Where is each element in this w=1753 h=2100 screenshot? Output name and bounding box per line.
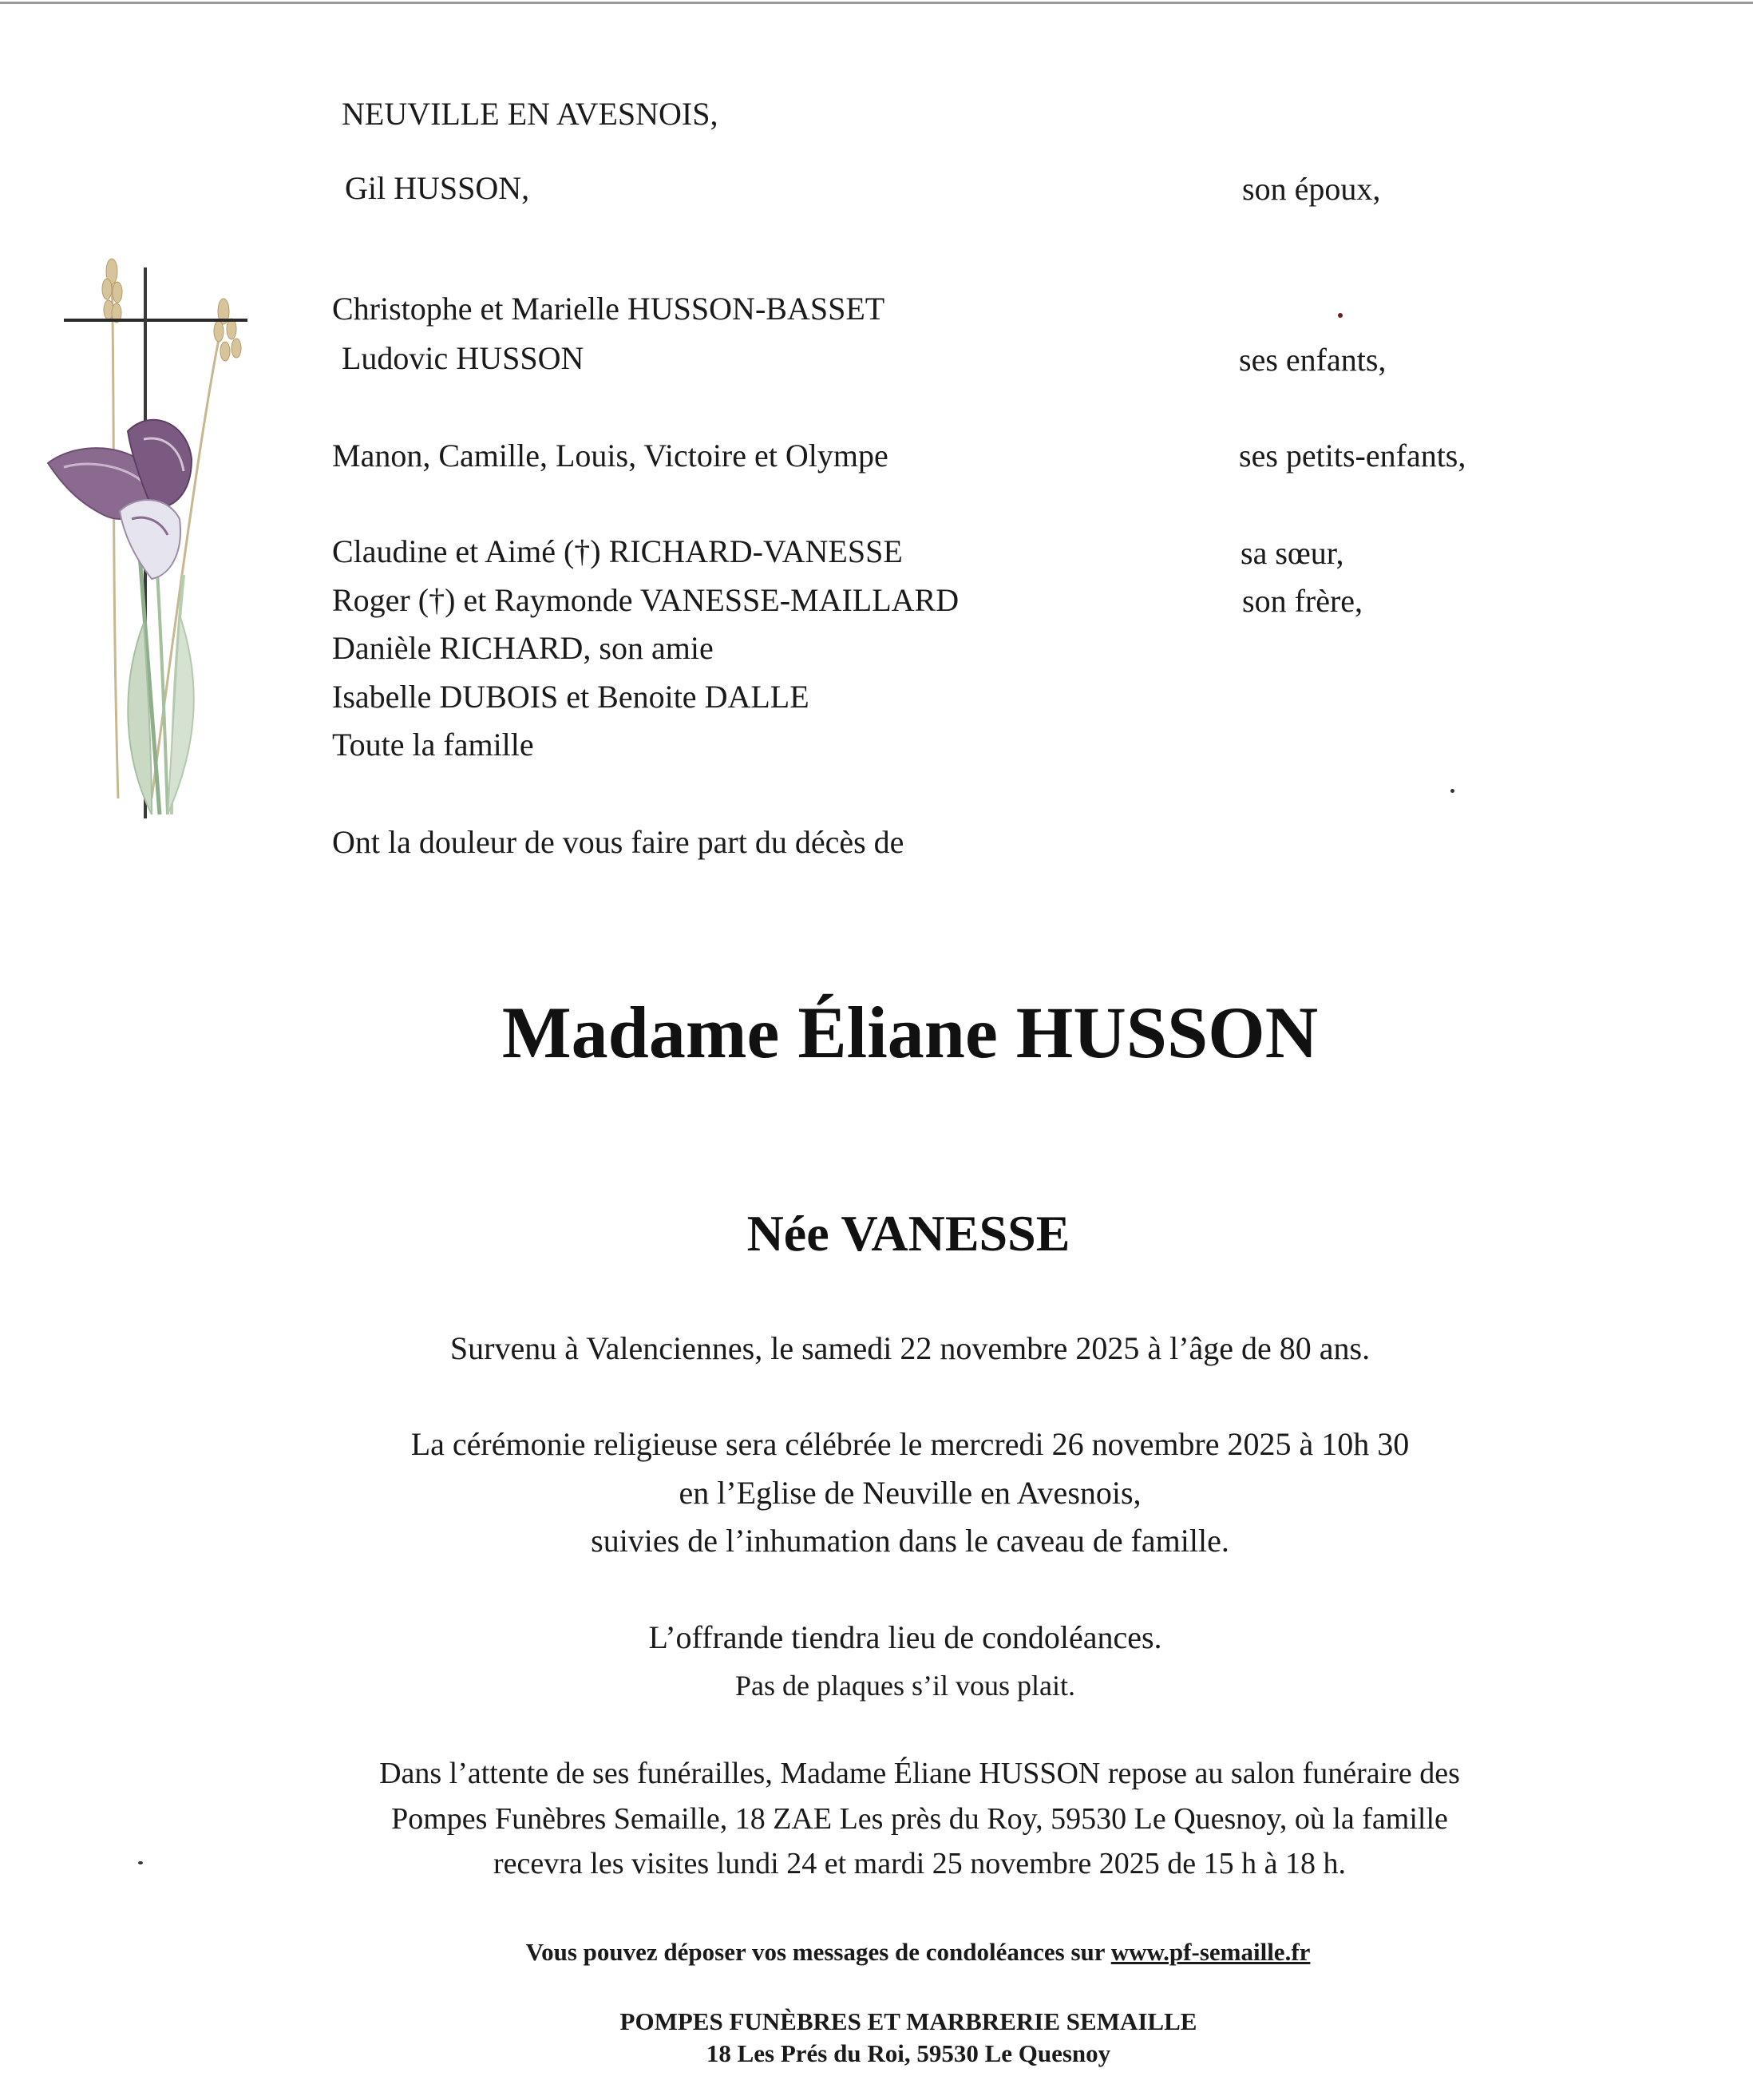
company-address: 18 Les Prés du Roi, 59530 Le Quesnoy bbox=[706, 2039, 1111, 2067]
visitation-line: Pompes Funèbres Semaille, 18 ZAE Les près du Roy, 59530 Le Quesnoy, où la famille bbox=[391, 1802, 1448, 1836]
grandchildren-names: Manon, Camille, Louis, Victoire et Olympe bbox=[332, 438, 888, 473]
wishes-line: Pas de plaques s’il vous plait. bbox=[735, 1670, 1075, 1702]
scan-speck bbox=[1450, 789, 1454, 793]
children-relation: ses enfants, bbox=[1239, 342, 1387, 378]
child-name: Ludovic HUSSON bbox=[342, 340, 584, 376]
wishes-line: L’offrande tiendra lieu de condoléances. bbox=[648, 1619, 1162, 1655]
other-names: Isabelle DUBOIS et Benoite DALLE bbox=[332, 679, 809, 715]
website-link[interactable]: www.pf-semaille.fr bbox=[1110, 1938, 1311, 1966]
condolences-notice bbox=[42, 1936, 1753, 1968]
place-heading: NEUVILLE EN AVESNOIS, bbox=[342, 96, 718, 132]
company-name: POMPES FUNÈBRES ET MARBRERIE SEMAILLE bbox=[619, 2007, 1197, 2035]
friend-name: Danièle RICHARD, son amie bbox=[332, 630, 714, 666]
sister-relation: sa sœur, bbox=[1241, 535, 1344, 571]
brother-relation: son frère, bbox=[1242, 583, 1363, 619]
cross-with-calla-lily-and-wheat-icon bbox=[32, 240, 263, 846]
spouse-name: Gil HUSSON, bbox=[345, 170, 530, 206]
ceremony-line: La cérémonie religieuse sera célébrée le mercredi 26 novembre 2025 à 10h 30 bbox=[410, 1426, 1410, 1462]
spouse-relation: son époux, bbox=[1242, 171, 1381, 207]
brother-name: Roger (†) et Raymonde VANESSE-MAILLARD bbox=[332, 582, 960, 618]
deceased-name: Madame Éliane HUSSON bbox=[501, 992, 1319, 1073]
visitation-line: recevra les visites lundi 24 et mardi 25 novembre 2025 de 15 h à 18 h. bbox=[493, 1847, 1346, 1880]
visitation-line: Dans l’attente de ses funérailles, Madame Éliane HUSSON repose au salon funéraire des bbox=[379, 1757, 1460, 1790]
condolences-prefix: Vous pouvez déposer vos messages de condoléances sur bbox=[525, 1938, 1111, 1966]
sister-name: Claudine et Aimé (†) RICHARD-VANESSE bbox=[332, 533, 903, 569]
scan-speck bbox=[1338, 313, 1343, 318]
scan-top-border bbox=[0, 2, 1753, 4]
child-name: Christophe et Marielle HUSSON-BASSET bbox=[332, 291, 885, 327]
grandchildren-relation: ses petits-enfants, bbox=[1239, 438, 1466, 473]
ceremony-line: suivies de l’inhumation dans le caveau de famille. bbox=[591, 1523, 1229, 1559]
ceremony-line: en l’Eglise de Neuville en Avesnois, bbox=[679, 1475, 1142, 1511]
birth-name: Née VANESSE bbox=[746, 1205, 1070, 1262]
family-line: Toute la famille bbox=[332, 727, 534, 763]
death-info: Survenu à Valenciennes, le samedi 22 novembre 2025 à l’âge de 80 ans. bbox=[449, 1330, 1371, 1366]
announcement-intro: Ont la douleur de vous faire part du décès de bbox=[332, 824, 904, 860]
